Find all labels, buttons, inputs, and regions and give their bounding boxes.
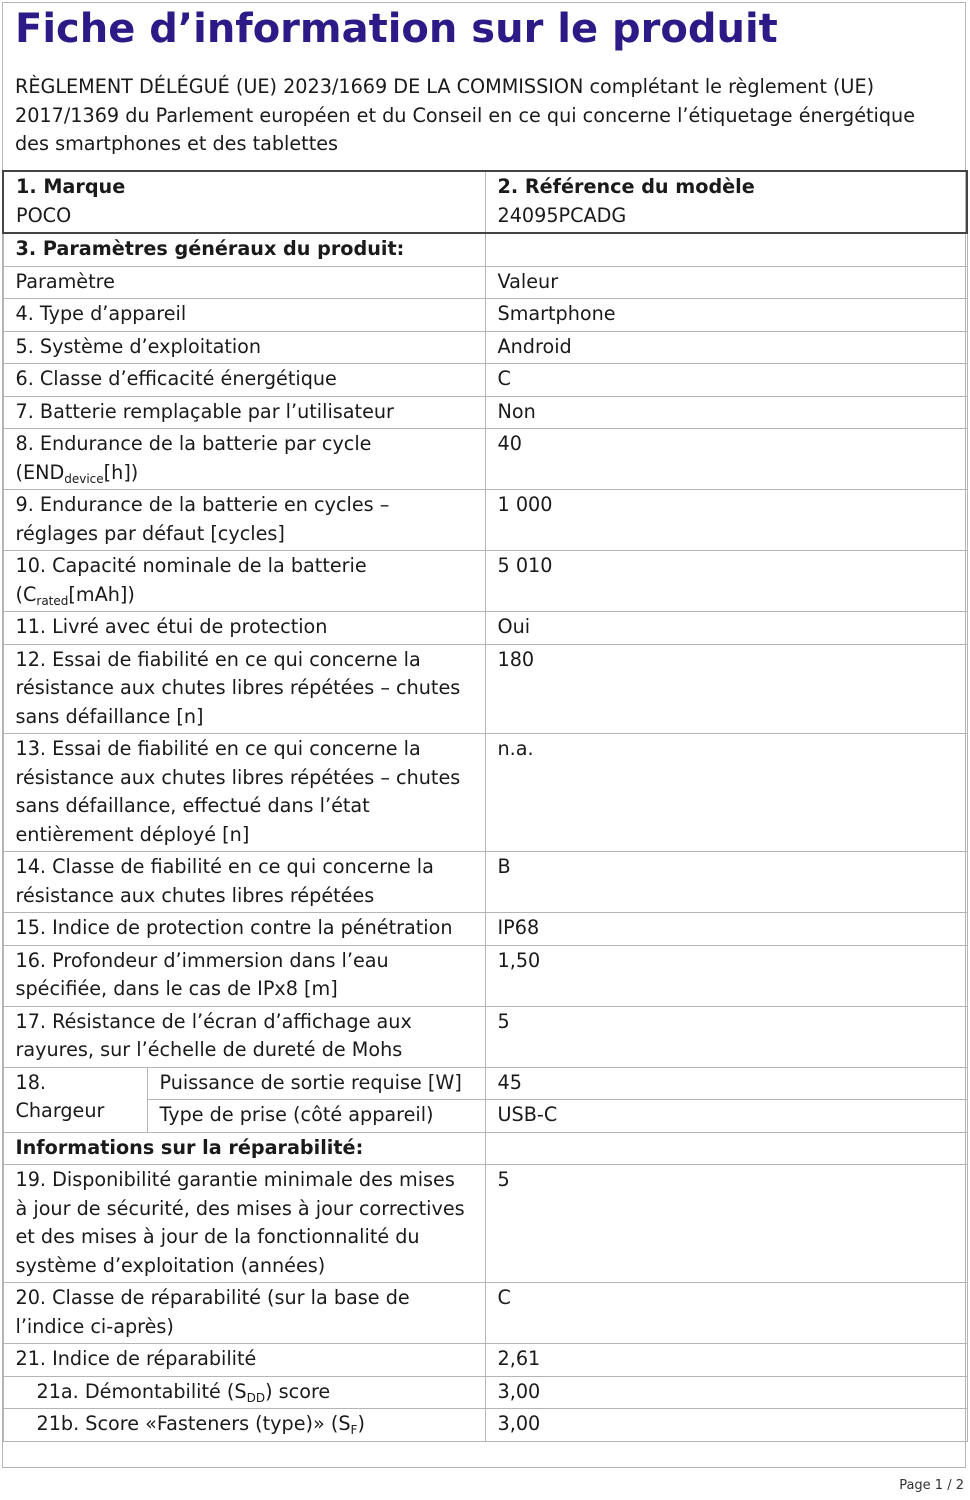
parameter-value: IP68 xyxy=(485,913,967,946)
brand-value: POCO xyxy=(16,203,72,227)
label-text: [mAh]) xyxy=(68,582,135,606)
label-text: 21a. Démontabilité (S xyxy=(36,1379,247,1403)
label-subscript: F xyxy=(350,1423,358,1437)
table-row xyxy=(3,1344,967,1377)
parameter-value: Oui xyxy=(485,612,967,645)
parameter-value: 1,50 xyxy=(485,945,967,1006)
parameter-value: Android xyxy=(485,331,967,364)
parameter-value: B xyxy=(485,852,967,913)
charger-row xyxy=(3,1067,967,1100)
parameter-label xyxy=(3,1409,485,1442)
repair-heading-row xyxy=(3,1132,967,1165)
charger-label: 18. Chargeur xyxy=(3,1067,147,1132)
parameter-label xyxy=(3,429,485,490)
brand-label: 1. Marque xyxy=(16,175,126,198)
page-number: Page 1 / 2 xyxy=(899,1478,964,1493)
page-title: Fiche d’information sur le produit xyxy=(15,6,778,52)
charger-row xyxy=(3,1100,967,1133)
label-text: ) score xyxy=(265,1379,331,1403)
parameter-value: 5 xyxy=(485,1165,967,1283)
parameter-label: 6. Classe d’efficacité énergétique xyxy=(3,364,485,397)
table-row xyxy=(3,612,967,645)
parameter-label: 15. Indice de protection contre la pénétration xyxy=(3,913,485,946)
table-row xyxy=(3,945,967,1006)
table-row xyxy=(3,913,967,946)
repair-heading: Informations sur la réparabilité: xyxy=(3,1132,485,1165)
charger-power-label: Puissance de sortie requise [W] xyxy=(147,1067,485,1100)
label-text: 10. Capacité nominale de la batterie (C xyxy=(15,554,367,606)
parameter-label: 13. Essai de fiabilité en ce qui concerne la résistance aux chutes libres répétées – chutes sans défaillance, effectué dans l’état entièrement déployé [n] xyxy=(3,734,485,852)
regulation-text: RÈGLEMENT DÉLÉGUÉ (UE) 2023/1669 DE LA COMMISSION complétant le règlement (UE) 2017/1369 du Parlement européen et du Conseil en ce qui concerne l’étiquetage énergétique des smartphones et des tablettes xyxy=(15,75,915,155)
table-row xyxy=(3,1165,967,1283)
label-text: 21b. Score «Fasteners (type)» (S xyxy=(36,1412,351,1435)
charger-power-value: 45 xyxy=(485,1067,967,1100)
table-row xyxy=(3,1409,967,1442)
empty-cell xyxy=(485,1132,967,1165)
table-row xyxy=(3,364,967,397)
parameter-value: 3,00 xyxy=(485,1376,967,1409)
parameter-value: 5 010 xyxy=(485,551,967,612)
parameter-label: 12. Essai de fiabilité en ce qui concerne la résistance aux chutes libres répétées – chutes sans défaillance [n] xyxy=(3,644,485,734)
product-info-table xyxy=(2,170,968,1442)
brand-model-row xyxy=(3,171,967,233)
table-row xyxy=(3,1376,967,1409)
parameter-value: Non xyxy=(485,396,967,429)
empty-cell xyxy=(485,233,967,266)
parameter-label: 19. Disponibilité garantie minimale des mises à jour de sécurité, des mises à jour correctives et des mises à jour de la fonctionnalité du système d’exploitation (années) xyxy=(3,1165,485,1283)
table-row xyxy=(3,734,967,852)
parameter-label: 16. Profondeur d’immersion dans l’eau spécifiée, dans le cas de IPx8 [m] xyxy=(3,945,485,1006)
parameter-value: 2,61 xyxy=(485,1344,967,1377)
table-row xyxy=(3,299,967,332)
parameter-label xyxy=(3,1376,485,1409)
parameter-value: 1 000 xyxy=(485,490,967,551)
column-header-row xyxy=(3,266,967,299)
parameter-label: 11. Livré avec étui de protection xyxy=(3,612,485,645)
label-text: 8. Endurance de la batterie par cycle (END xyxy=(15,432,372,484)
parameter-label: 9. Endurance de la batterie en cycles – réglages par défaut [cycles] xyxy=(3,490,485,551)
table-row xyxy=(3,1006,967,1067)
label-subscript: DD xyxy=(246,1390,266,1405)
parameter-label: 7. Batterie remplaçable par l’utilisateur xyxy=(3,396,485,429)
section-heading-row xyxy=(3,233,967,266)
table-row xyxy=(3,644,967,734)
column-header-value: Valeur xyxy=(485,266,967,299)
table-row xyxy=(3,396,967,429)
parameter-value: 180 xyxy=(485,644,967,734)
label-text: [h]) xyxy=(103,460,139,484)
parameter-value: n.a. xyxy=(485,734,967,852)
parameter-value: 40 xyxy=(485,429,967,490)
general-heading: 3. Paramètres généraux du produit: xyxy=(3,233,485,266)
table-row xyxy=(3,1283,967,1344)
parameter-label: 4. Type d’appareil xyxy=(3,299,485,332)
model-label: 2. Référence du modèle xyxy=(497,175,755,198)
parameter-value: 3,00 xyxy=(485,1409,967,1442)
model-cell xyxy=(485,171,967,233)
parameter-label: 21. Indice de réparabilité xyxy=(3,1344,485,1377)
label-text: ) xyxy=(357,1412,365,1435)
label-subscript: rated xyxy=(36,593,69,608)
parameter-label: 5. Système d’exploitation xyxy=(3,331,485,364)
parameter-value: C xyxy=(485,364,967,397)
parameter-value: C xyxy=(485,1283,967,1344)
parameter-label xyxy=(3,551,485,612)
table-row xyxy=(3,551,967,612)
table-row xyxy=(3,429,967,490)
table-row xyxy=(3,490,967,551)
parameter-label: 14. Classe de fiabilité en ce qui concerne la résistance aux chutes libres répétées xyxy=(3,852,485,913)
parameter-value: 5 xyxy=(485,1006,967,1067)
parameter-value: Smartphone xyxy=(485,299,967,332)
parameter-label: 20. Classe de réparabilité (sur la base de l’indice ci-après) xyxy=(3,1283,485,1344)
column-header-param: Paramètre xyxy=(3,266,485,299)
table-row xyxy=(3,331,967,364)
brand-cell xyxy=(3,171,485,233)
parameter-label: 17. Résistance de l’écran d’affichage aux rayures, sur l’échelle de dureté de Mohs xyxy=(3,1006,485,1067)
model-value: 24095PCADG xyxy=(497,203,627,227)
table-row xyxy=(3,852,967,913)
charger-plug-value: USB-C xyxy=(485,1100,967,1133)
label-subscript: device xyxy=(64,471,104,486)
charger-plug-label: Type de prise (côté appareil) xyxy=(147,1100,485,1133)
